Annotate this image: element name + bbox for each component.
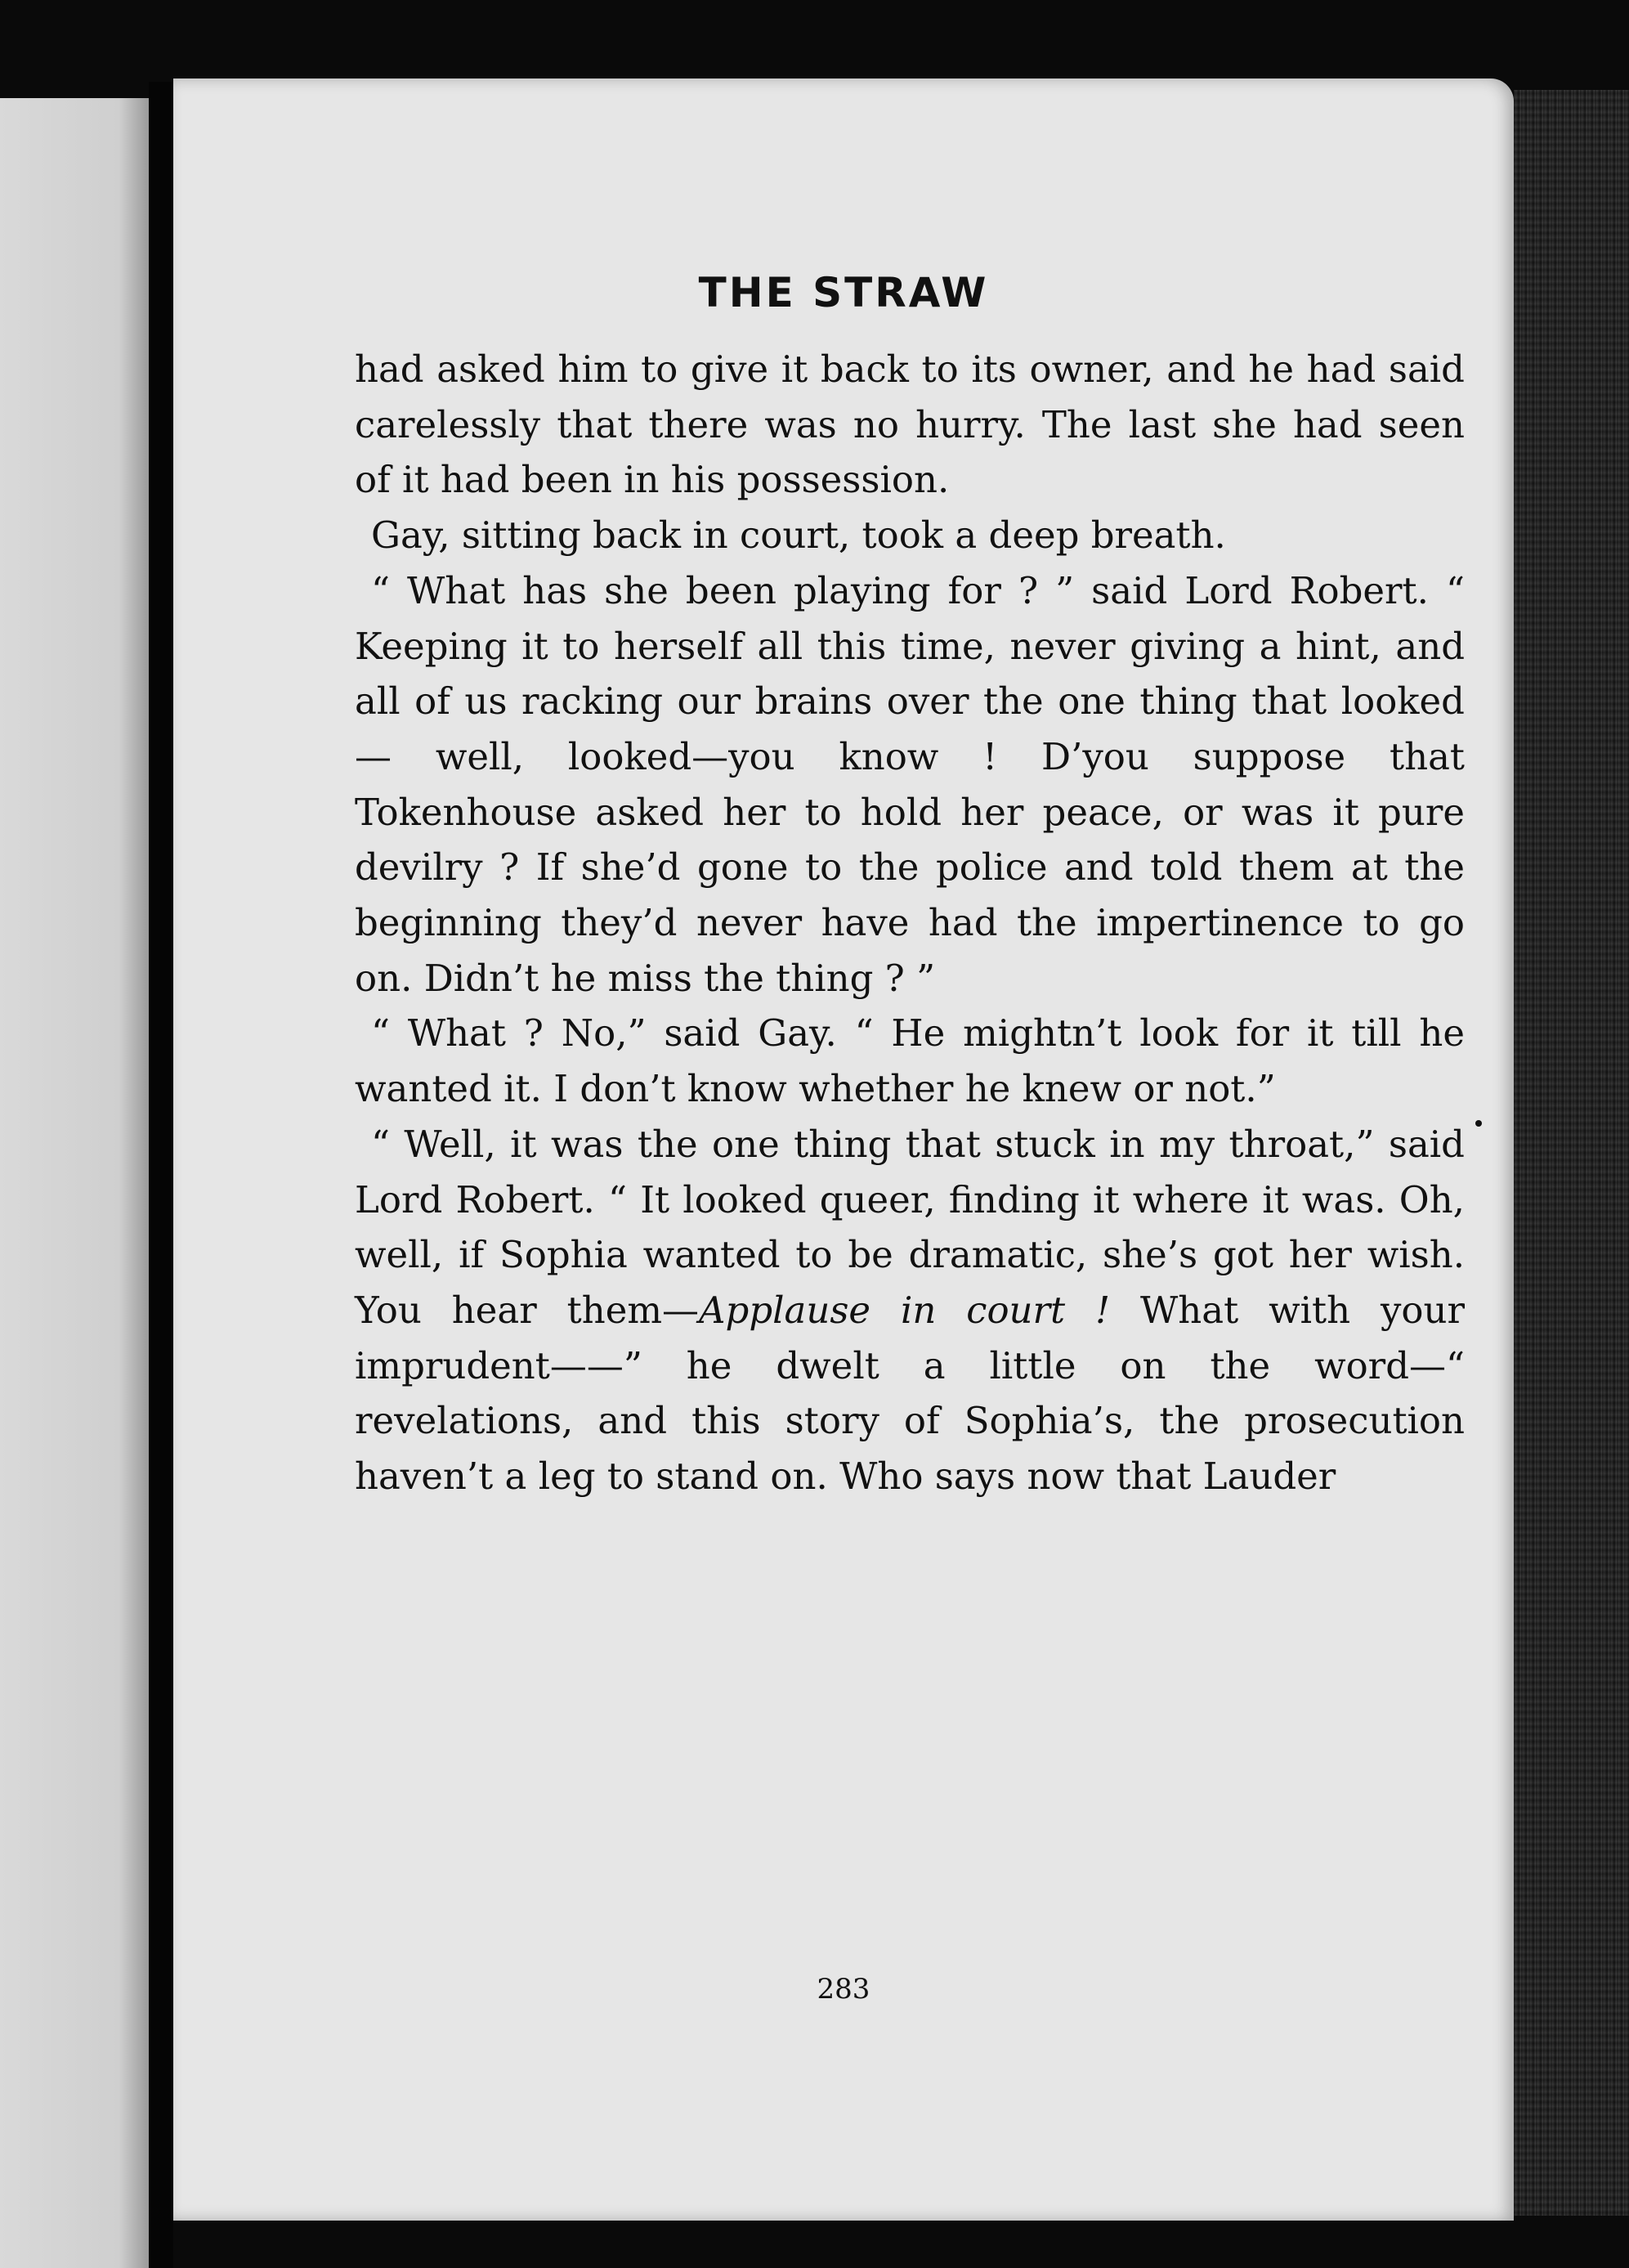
text-line: police and told them at the beginning they’d	[355, 845, 1465, 945]
text-line: time, never giving a hint, and all of us racking	[355, 624, 1465, 724]
text-line: whether he knew or not.”	[799, 1067, 1276, 1111]
text-line: leg to stand on. Who says now that Lauder	[538, 1454, 1336, 1499]
text-line: or was it pure devilry ? If she’d gone to the	[355, 790, 1465, 890]
italic-phrase: Applause in court !	[699, 1288, 1111, 1332]
text-line: look for it till he wanted it. I don’t know	[355, 1011, 1465, 1111]
text-line: wish. You hear them—Applause in court !	[355, 1233, 1465, 1332]
text-line: Lord Robert. “ Keeping it to herself all this	[355, 568, 1465, 668]
text-line: and he had said carelessly that there was no	[355, 347, 1465, 446]
body-text	[355, 342, 1465, 1504]
text-line: What with your imprudent——” he dwelt a	[355, 1288, 1465, 1387]
text-line: my throat,” said Lord Robert. “ It looked	[355, 1122, 1465, 1221]
facing-page-edge	[0, 98, 149, 2268]
text-line: “ Well, it was the one thing that stuck in	[371, 1122, 1145, 1166]
book-page	[173, 78, 1514, 2221]
text-line: in his possession.	[624, 458, 950, 502]
text-line: if Sophia wanted to be dramatic, she’s got her	[459, 1233, 1352, 1277]
running-head: THE STRAW	[698, 269, 989, 316]
page-block-edges	[1514, 90, 1629, 2216]
text-line: breath.	[1090, 513, 1226, 558]
text-line: had asked him to give it back to its owner,	[355, 347, 1154, 391]
text-line: our brains over the one thing that looked—	[355, 679, 1465, 778]
paragraph	[355, 563, 1465, 1006]
paragraph	[355, 508, 1465, 563]
scan-speck	[1475, 1120, 1482, 1127]
text-line: “ What has she been playing for ? ” said	[371, 568, 1168, 612]
book-gutter	[149, 82, 173, 2268]
paragraph	[355, 1006, 1465, 1116]
text-line: Didn’t he miss the thing ? ”	[423, 956, 936, 1000]
text-line: little on the word—“ revelations, and this	[355, 1343, 1466, 1443]
text-line: queer, finding it where it was. Oh, well,	[355, 1177, 1465, 1277]
text-line: hurry. The last she had seen of it had been	[355, 402, 1465, 502]
text-line: story of Sophia’s, the prosecution haven’t a	[355, 1399, 1465, 1499]
text-line: well, looked—you know ! D’you suppose	[435, 734, 1346, 778]
text-line: Gay, sitting back in court, took a deep	[371, 513, 1080, 558]
page-number: 283	[817, 1973, 870, 2006]
text-line: “ What ? No,” said Gay. “ He mightn’t	[371, 1011, 1122, 1056]
paragraph	[355, 342, 1465, 508]
paragraph	[355, 1117, 1465, 1504]
text-line: never have had the impertinence to go on.	[355, 901, 1466, 1000]
text-line: that Tokenhouse asked her to hold her peace,	[355, 734, 1465, 834]
